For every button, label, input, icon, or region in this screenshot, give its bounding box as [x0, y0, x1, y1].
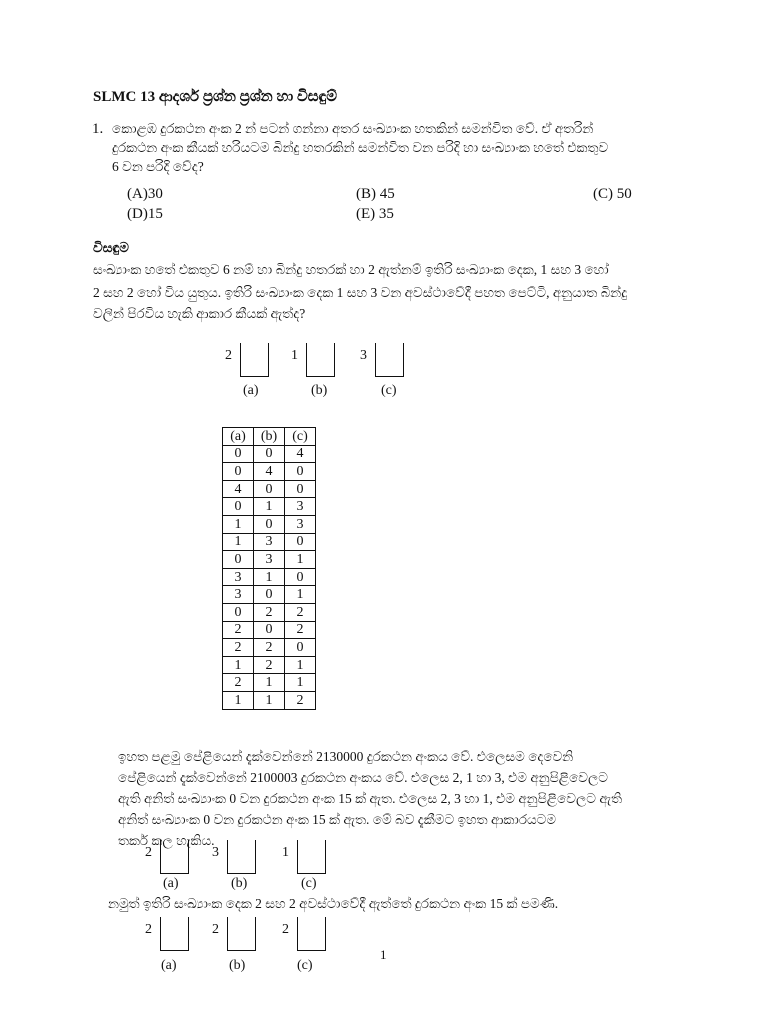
- paragraph-line-2: පේළියෙන් දැක්වෙන්නේ 2100003 දුරකථන අංකය වේ. එලෙස 2, 1 හා 3, එම අනුපිළිවෙලට: [118, 770, 608, 785]
- table-row: [223, 551, 316, 569]
- box-b: [227, 840, 256, 874]
- solution-line-1: සංඛ්‍යාංක හතේ එකතුව 6 නම් හා බින්දු හතරක් හා 2 ඇත්නම් ඉතිරි සංඛ්‍යාංක දෙක, 1 සහ 3 හෝ: [93, 262, 609, 277]
- table-cell: 4: [285, 445, 316, 463]
- box-digit: 1: [282, 845, 289, 860]
- table-cell: 0: [223, 445, 254, 463]
- table-cell: 1: [223, 656, 254, 674]
- table-cell: 3: [223, 586, 254, 604]
- table-cell: 3: [285, 515, 316, 533]
- table-cell: 0: [254, 515, 285, 533]
- table-cell: 0: [285, 533, 316, 551]
- table-cell: 1: [254, 498, 285, 516]
- table-row: [223, 568, 316, 586]
- table-cell: 0: [254, 445, 285, 463]
- box-caption: (b): [231, 876, 248, 891]
- table-cell: 0: [254, 480, 285, 498]
- table-row: [223, 498, 316, 516]
- table-cell: 2: [223, 621, 254, 639]
- box-caption: (a): [161, 958, 177, 973]
- paragraph-line-4: අනිත් සංඛ්‍යාංක 0 වන දුරකථන අංක 15 ක් ඇත. මේ බව දැකීමට ඉහත ආකාරයටම: [118, 812, 557, 827]
- table-cell: 1: [223, 533, 254, 551]
- table-cell: 4: [223, 480, 254, 498]
- column-header: (a): [223, 428, 254, 446]
- table-cell: 2: [285, 621, 316, 639]
- arrangement-table: [222, 427, 316, 710]
- option-d: (D)15: [127, 206, 163, 222]
- table-cell: 1: [285, 551, 316, 569]
- box-caption: (c): [297, 958, 313, 973]
- box-digit: 2: [282, 922, 289, 937]
- final-line: නමුත් ඉතිරි සංඛ්‍යාංක දෙක 2 සහ 2 අවස්ථාවේදී ඇත්තේ දුරකථන අංක 15 ක් පමණි.: [108, 896, 559, 911]
- table-cell: 0: [223, 603, 254, 621]
- table-cell: 1: [254, 691, 285, 709]
- option-a: (A)30: [127, 186, 163, 202]
- table-row: [223, 603, 316, 621]
- box-digit: 3: [212, 845, 219, 860]
- option-e: (E) 35: [356, 206, 394, 222]
- table-header-row: [223, 428, 316, 446]
- paragraph-line-3: ඇති අනිත් සංඛ්‍යාංක 0 වන දුරකථන අංක 15 ක් ඇත. එලෙස 2, 3 හා 1, එම අනුපිළිවෙලට ඇති: [118, 791, 623, 806]
- table-cell: 3: [254, 533, 285, 551]
- table-cell: 0: [285, 568, 316, 586]
- table-cell: 3: [285, 498, 316, 516]
- table-cell: 3: [254, 551, 285, 569]
- page-number: 1: [380, 947, 387, 962]
- box-digit: 2: [212, 922, 219, 937]
- table-cell: 0: [285, 639, 316, 657]
- table-row: [223, 586, 316, 604]
- option-b: (B) 45: [356, 186, 395, 202]
- table-row: [223, 621, 316, 639]
- box-c: [297, 917, 326, 951]
- question-line-3: 6 වන පරිදි වේද?: [112, 159, 204, 174]
- table-cell: 1: [254, 674, 285, 692]
- table-cell: 0: [223, 551, 254, 569]
- paragraph-line-5: තර්ක කල හැකිය.: [118, 833, 215, 848]
- page-title: SLMC 13 ආදර්ශ ප්‍රශ්න ප්‍රශ්න හා විසඳුම්: [93, 89, 337, 105]
- table-row: [223, 463, 316, 481]
- table-row: [223, 533, 316, 551]
- table-cell: 1: [254, 568, 285, 586]
- table-cell: 0: [254, 586, 285, 604]
- table-row: [223, 674, 316, 692]
- table-row: [223, 480, 316, 498]
- box-caption: (a): [243, 383, 259, 398]
- box-caption: (b): [311, 383, 328, 398]
- table-cell: 0: [285, 480, 316, 498]
- table-cell: 1: [285, 656, 316, 674]
- box-b: [227, 917, 256, 951]
- table-cell: 2: [223, 639, 254, 657]
- box-digit: 1: [291, 348, 298, 363]
- table-cell: 4: [254, 463, 285, 481]
- table-cell: 2: [254, 603, 285, 621]
- box-b: [306, 343, 335, 377]
- box-digit: 2: [145, 922, 152, 937]
- solution-heading: විසඳුම: [93, 240, 130, 255]
- box-c: [297, 840, 326, 874]
- box-caption: (c): [301, 876, 317, 891]
- box-digit: 2: [225, 348, 232, 363]
- table-cell: 0: [254, 621, 285, 639]
- solution-line-2: 2 සහ 2 හෝ විය යුතුය. ඉතිරි සංඛ්‍යාංක දෙක 1 සහ 3 වන අවස්ථාවේදී පහත පෙට්ටි, අනුයාත බින්දු: [93, 285, 628, 300]
- table-cell: 0: [285, 463, 316, 481]
- paragraph-line-1: ඉහත පළමු පේළියෙන් දැක්වෙන්නේ 2130000 දුරකථන අංකය වේ. එලෙසම දෙවෙනි: [118, 749, 574, 764]
- box-a: [160, 917, 189, 951]
- table-cell: 0: [223, 463, 254, 481]
- question-line-2: දුරකථන අංක කීයක් හරියටම බින්දු හතරකින් සමන්විත වන පරිදි හා සංඛ්‍යාංක හතේ එකතුව: [112, 140, 609, 155]
- option-c: (C) 50: [593, 186, 632, 202]
- table-cell: 2: [285, 691, 316, 709]
- box-a: [240, 343, 269, 377]
- table-cell: 2: [254, 639, 285, 657]
- box-c: [375, 343, 404, 377]
- box-a: [160, 840, 189, 874]
- box-caption: (a): [163, 876, 179, 891]
- table-row: [223, 691, 316, 709]
- box-caption: (b): [229, 958, 246, 973]
- table-cell: 1: [223, 515, 254, 533]
- table-cell: 3: [223, 568, 254, 586]
- question-line-1: කොළඹ දුරකථන අංක 2 න් පටන් ගන්නා අතර සංඛ්‍යාංක හතකින් සමන්විත වේ. ඒ අතරින්: [112, 121, 594, 136]
- table-cell: 1: [285, 674, 316, 692]
- box-digit: 3: [360, 348, 367, 363]
- column-header: (c): [285, 428, 316, 446]
- table-row: [223, 656, 316, 674]
- box-caption: (c): [381, 383, 397, 398]
- box-digit: 2: [145, 845, 152, 860]
- table-cell: 2: [223, 674, 254, 692]
- question-number: 1.: [92, 121, 104, 137]
- table-row: [223, 445, 316, 463]
- solution-line-3: වලින් පිරවිය හැකි ආකාර කීයක් ඇත්ද?: [93, 306, 306, 321]
- table-cell: 1: [285, 586, 316, 604]
- table-cell: 2: [285, 603, 316, 621]
- table-cell: 2: [254, 656, 285, 674]
- column-header: (b): [254, 428, 285, 446]
- table-row: [223, 639, 316, 657]
- table-cell: 0: [223, 498, 254, 516]
- table-cell: 1: [223, 691, 254, 709]
- table-body: [223, 445, 316, 709]
- table-row: [223, 515, 316, 533]
